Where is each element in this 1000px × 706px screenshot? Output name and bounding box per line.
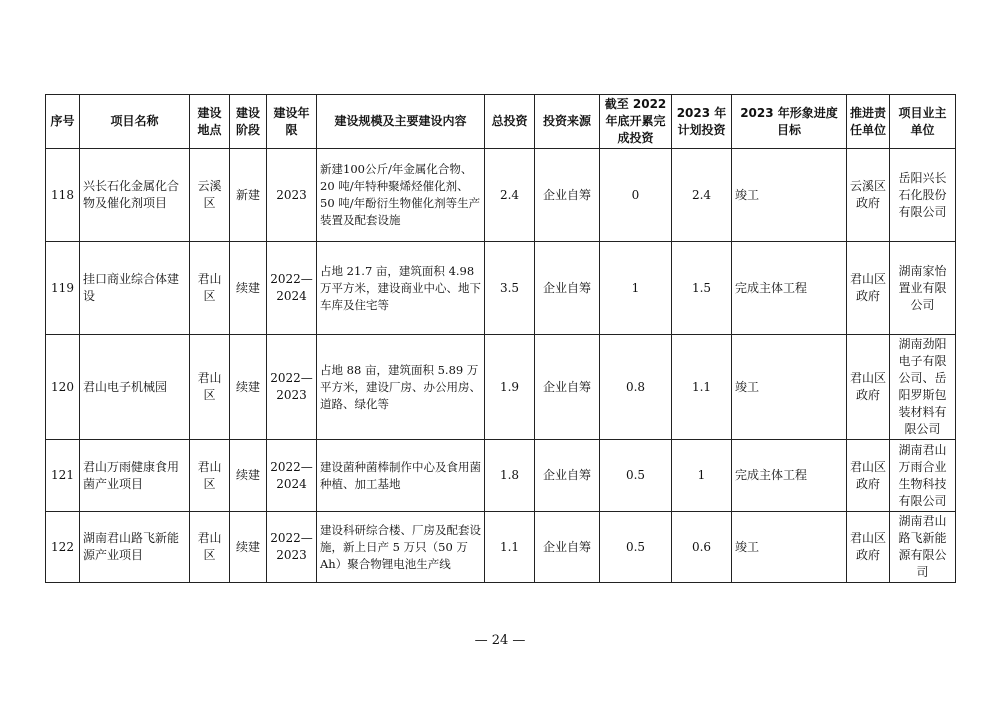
cell-stage: 新建: [230, 149, 267, 242]
cell-unit: 君山区政府: [847, 512, 890, 583]
cell-stage: 续建: [230, 242, 267, 335]
cell-location: 君山区: [190, 242, 230, 335]
cell-plan: 1.5: [672, 242, 732, 335]
header-unit: 推进责任单位: [847, 95, 890, 149]
header-no: 序号: [46, 95, 80, 149]
cell-goal: 竣工: [732, 149, 847, 242]
cell-owner: 岳阳兴长石化股份有限公司: [890, 149, 956, 242]
cell-no: 119: [46, 242, 80, 335]
header-source: 投资来源: [535, 95, 600, 149]
cell-period: 2023: [267, 149, 317, 242]
cell-plan: 1: [672, 440, 732, 512]
table-row: [46, 440, 956, 512]
table-row: [46, 335, 956, 440]
cell-no: 121: [46, 440, 80, 512]
cell-owner: 湖南君山万雨合业生物科技有限公司: [890, 440, 956, 512]
header-total: 总投资: [485, 95, 535, 149]
header-location: 建设地点: [190, 95, 230, 149]
project-table-container: [45, 94, 955, 583]
cell-content: 新建100公斤/年金属化合物、20 吨/年特种聚烯烃催化剂、50 吨/年酚衍生物催化剂等生产装置及配套设施: [317, 149, 485, 242]
cell-completed: 0.5: [600, 512, 672, 583]
cell-plan: 1.1: [672, 335, 732, 440]
cell-content: 占地 88 亩，建筑面积 5.89 万平方米，建设厂房、办公用房、道路、绿化等: [317, 335, 485, 440]
cell-goal: 完成主体工程: [732, 242, 847, 335]
cell-total: 1.1: [485, 512, 535, 583]
cell-location: 君山区: [190, 440, 230, 512]
header-period: 建设年限: [267, 95, 317, 149]
cell-owner: 湖南家怡置业有限公司: [890, 242, 956, 335]
cell-goal: 竣工: [732, 512, 847, 583]
cell-no: 120: [46, 335, 80, 440]
cell-source: 企业自筹: [535, 335, 600, 440]
cell-location: 云溪区: [190, 149, 230, 242]
table-row: [46, 512, 956, 583]
cell-goal: 完成主体工程: [732, 440, 847, 512]
cell-completed: 1: [600, 242, 672, 335]
cell-period: 2022—2023: [267, 335, 317, 440]
cell-period: 2022—2023: [267, 512, 317, 583]
table-row: [46, 242, 956, 335]
project-table: [45, 94, 956, 583]
cell-no: 122: [46, 512, 80, 583]
header-name: 项目名称: [80, 95, 190, 149]
cell-content: 建设科研综合楼、厂房及配套设施，新上日产 5 万只（50 万 Ah）聚合物锂电池生产线: [317, 512, 485, 583]
cell-name: 君山电子机械园: [80, 335, 190, 440]
cell-plan: 0.6: [672, 512, 732, 583]
page-number: — 24 —: [474, 633, 526, 648]
cell-location: 君山区: [190, 335, 230, 440]
cell-total: 1.9: [485, 335, 535, 440]
cell-unit: 云溪区政府: [847, 149, 890, 242]
cell-completed: 0.8: [600, 335, 672, 440]
cell-stage: 续建: [230, 440, 267, 512]
cell-location: 君山区: [190, 512, 230, 583]
cell-source: 企业自筹: [535, 149, 600, 242]
cell-unit: 君山区政府: [847, 440, 890, 512]
cell-name: 湖南君山路飞新能源产业项目: [80, 512, 190, 583]
header-completed: 截至 2022 年底开累完成投资: [600, 95, 672, 149]
cell-source: 企业自筹: [535, 440, 600, 512]
cell-completed: 0: [600, 149, 672, 242]
cell-owner: 湖南劲阳电子有限公司、岳阳罗斯包装材料有限公司: [890, 335, 956, 440]
cell-content: 占地 21.7 亩，建筑面积 4.98 万平方米，建设商业中心、地下车库及住宅等: [317, 242, 485, 335]
cell-name: 挂口商业综合体建设: [80, 242, 190, 335]
header-stage: 建设阶段: [230, 95, 267, 149]
cell-content: 建设菌种菌棒制作中心及食用菌种植、加工基地: [317, 440, 485, 512]
cell-name: 君山万雨健康食用菌产业项目: [80, 440, 190, 512]
header-row: [46, 95, 956, 149]
cell-stage: 续建: [230, 335, 267, 440]
cell-total: 3.5: [485, 242, 535, 335]
cell-no: 118: [46, 149, 80, 242]
cell-plan: 2.4: [672, 149, 732, 242]
cell-period: 2022—2024: [267, 242, 317, 335]
header-owner: 项目业主单位: [890, 95, 956, 149]
cell-stage: 续建: [230, 512, 267, 583]
cell-source: 企业自筹: [535, 512, 600, 583]
header-goal: 2023 年形象进度目标: [732, 95, 847, 149]
cell-source: 企业自筹: [535, 242, 600, 335]
cell-total: 2.4: [485, 149, 535, 242]
cell-total: 1.8: [485, 440, 535, 512]
cell-completed: 0.5: [600, 440, 672, 512]
header-plan: 2023 年计划投资: [672, 95, 732, 149]
cell-period: 2022—2024: [267, 440, 317, 512]
cell-owner: 湖南君山路飞新能源有限公司: [890, 512, 956, 583]
header-content: 建设规模及主要建设内容: [317, 95, 485, 149]
cell-unit: 君山区政府: [847, 335, 890, 440]
cell-name: 兴长石化金属化合物及催化剂项目: [80, 149, 190, 242]
table-row: [46, 149, 956, 242]
cell-goal: 竣工: [732, 335, 847, 440]
cell-unit: 君山区政府: [847, 242, 890, 335]
